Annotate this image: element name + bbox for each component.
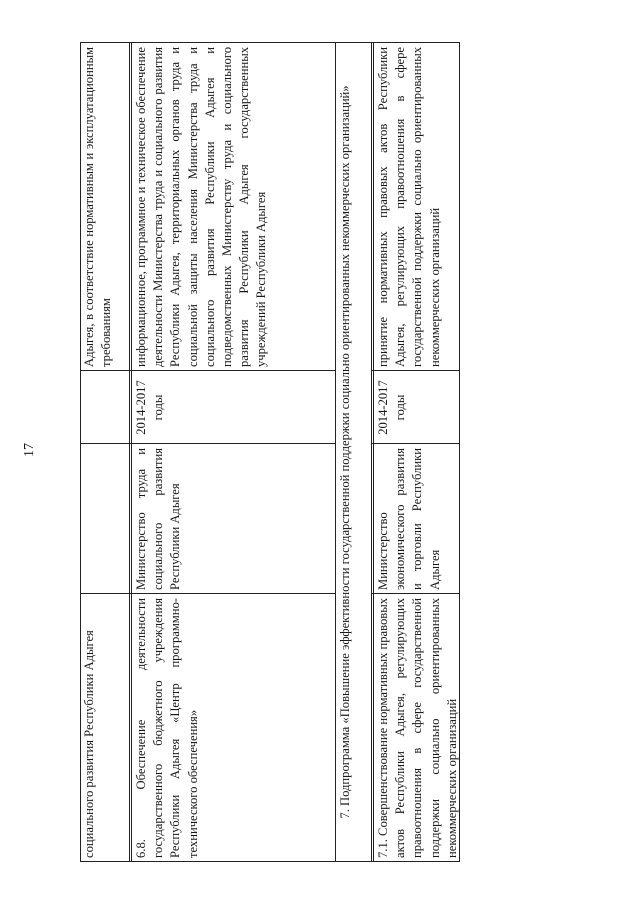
page-number	[22, 438, 38, 462]
row4-measure: 7.1. Совершенствование нормативных правовых актов Республики Адыгея, регулирующих правоотношения в сфере государственной поддержки социально ориентированных некоммерческих организаций	[376, 598, 459, 858]
row4-result: принятие нормативных правовых актов Республики Адыгея, регулирующих правоотношения в сфере государственной поддержки социально ориентированных некоммерческих организаций	[376, 47, 442, 367]
row4-period: 2014-2017 годы	[376, 380, 408, 435]
row2-measure: 6.8. Обеспечение деятельности государственного бюджетного учреждения Республики Адыгея «Центр программно-технического обеспечения»	[134, 598, 200, 858]
row2-executor: Министерство труда и социального развития Республики Адыгея	[134, 448, 183, 590]
row4-executor: Министерство экономического развития и торговли Республики Адыгея	[376, 448, 442, 590]
page-number-text: 17	[22, 443, 37, 457]
table-border-bottom	[459, 42, 460, 862]
row1-measure: социального развития Республики Адыгея	[82, 630, 96, 858]
measures-table	[80, 42, 460, 862]
row2-result: информационное, программное и техническое обеспечение деятельности Министерства труда и социального развития Республики Адыгея, территориальных органов труда и социальной защиты населения Министерства труда и социального развития Республики Адыгея и подведомственных Министерству труда и социального развития Республики Адыгея государственных учреждений Республики Адыгея	[134, 47, 269, 367]
subprogram-7-heading: 7. Подпрограмма «Повышение эффективности государственной поддержки социально ориентированных некоммерческих организаций»	[338, 85, 352, 819]
row2-period: 2014-2017 годы	[134, 380, 166, 435]
rotated-table-frame	[80, 42, 460, 862]
row1-result: Адыгея, в соответствие нормативным и эксплуатационным требованиям	[82, 47, 114, 367]
